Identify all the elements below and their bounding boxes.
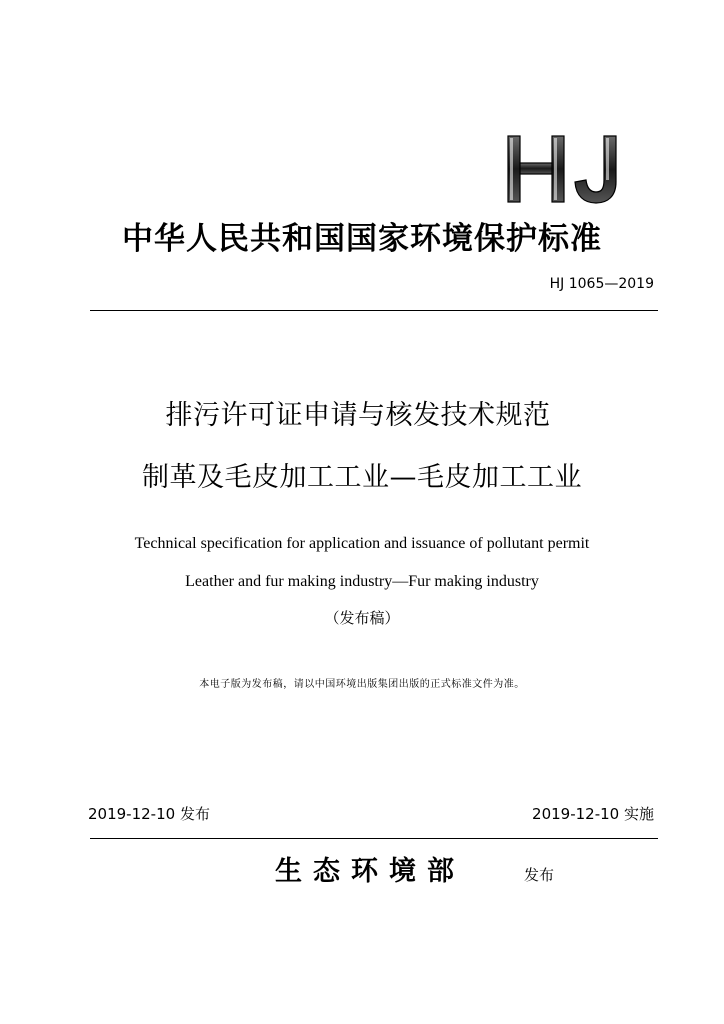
issue-date: 2019-12-10 发布: [88, 805, 210, 823]
organization-title: 中华人民共和国国家环境保护标准: [122, 221, 602, 257]
title-en-line2: Leather and fur making industry—Fur making industry: [185, 573, 539, 590]
footer-divider: [90, 838, 658, 839]
issuer-suffix: 发布: [524, 866, 555, 884]
header-divider: [90, 310, 658, 311]
title-zh-line2: 制革及毛皮加工工业—毛皮加工工业: [142, 462, 582, 493]
standard-code: HJ 1065—2019: [549, 276, 654, 292]
title-zh-line1: 排污许可证申请与核发技术规范: [165, 400, 551, 431]
implement-date: 2019-12-10 实施: [532, 805, 654, 823]
edition-notice: 本电子版为发布稿，请以中国环境出版集团出版的正式标准文件为准。: [199, 679, 525, 690]
title-en-line1: Technical specification for application and issuance of pollutant permit: [134, 535, 590, 552]
hj-logo-icon: [500, 128, 632, 208]
draft-label: （发布稿）: [324, 609, 400, 627]
issuer-name: 生态环境部: [275, 856, 465, 887]
